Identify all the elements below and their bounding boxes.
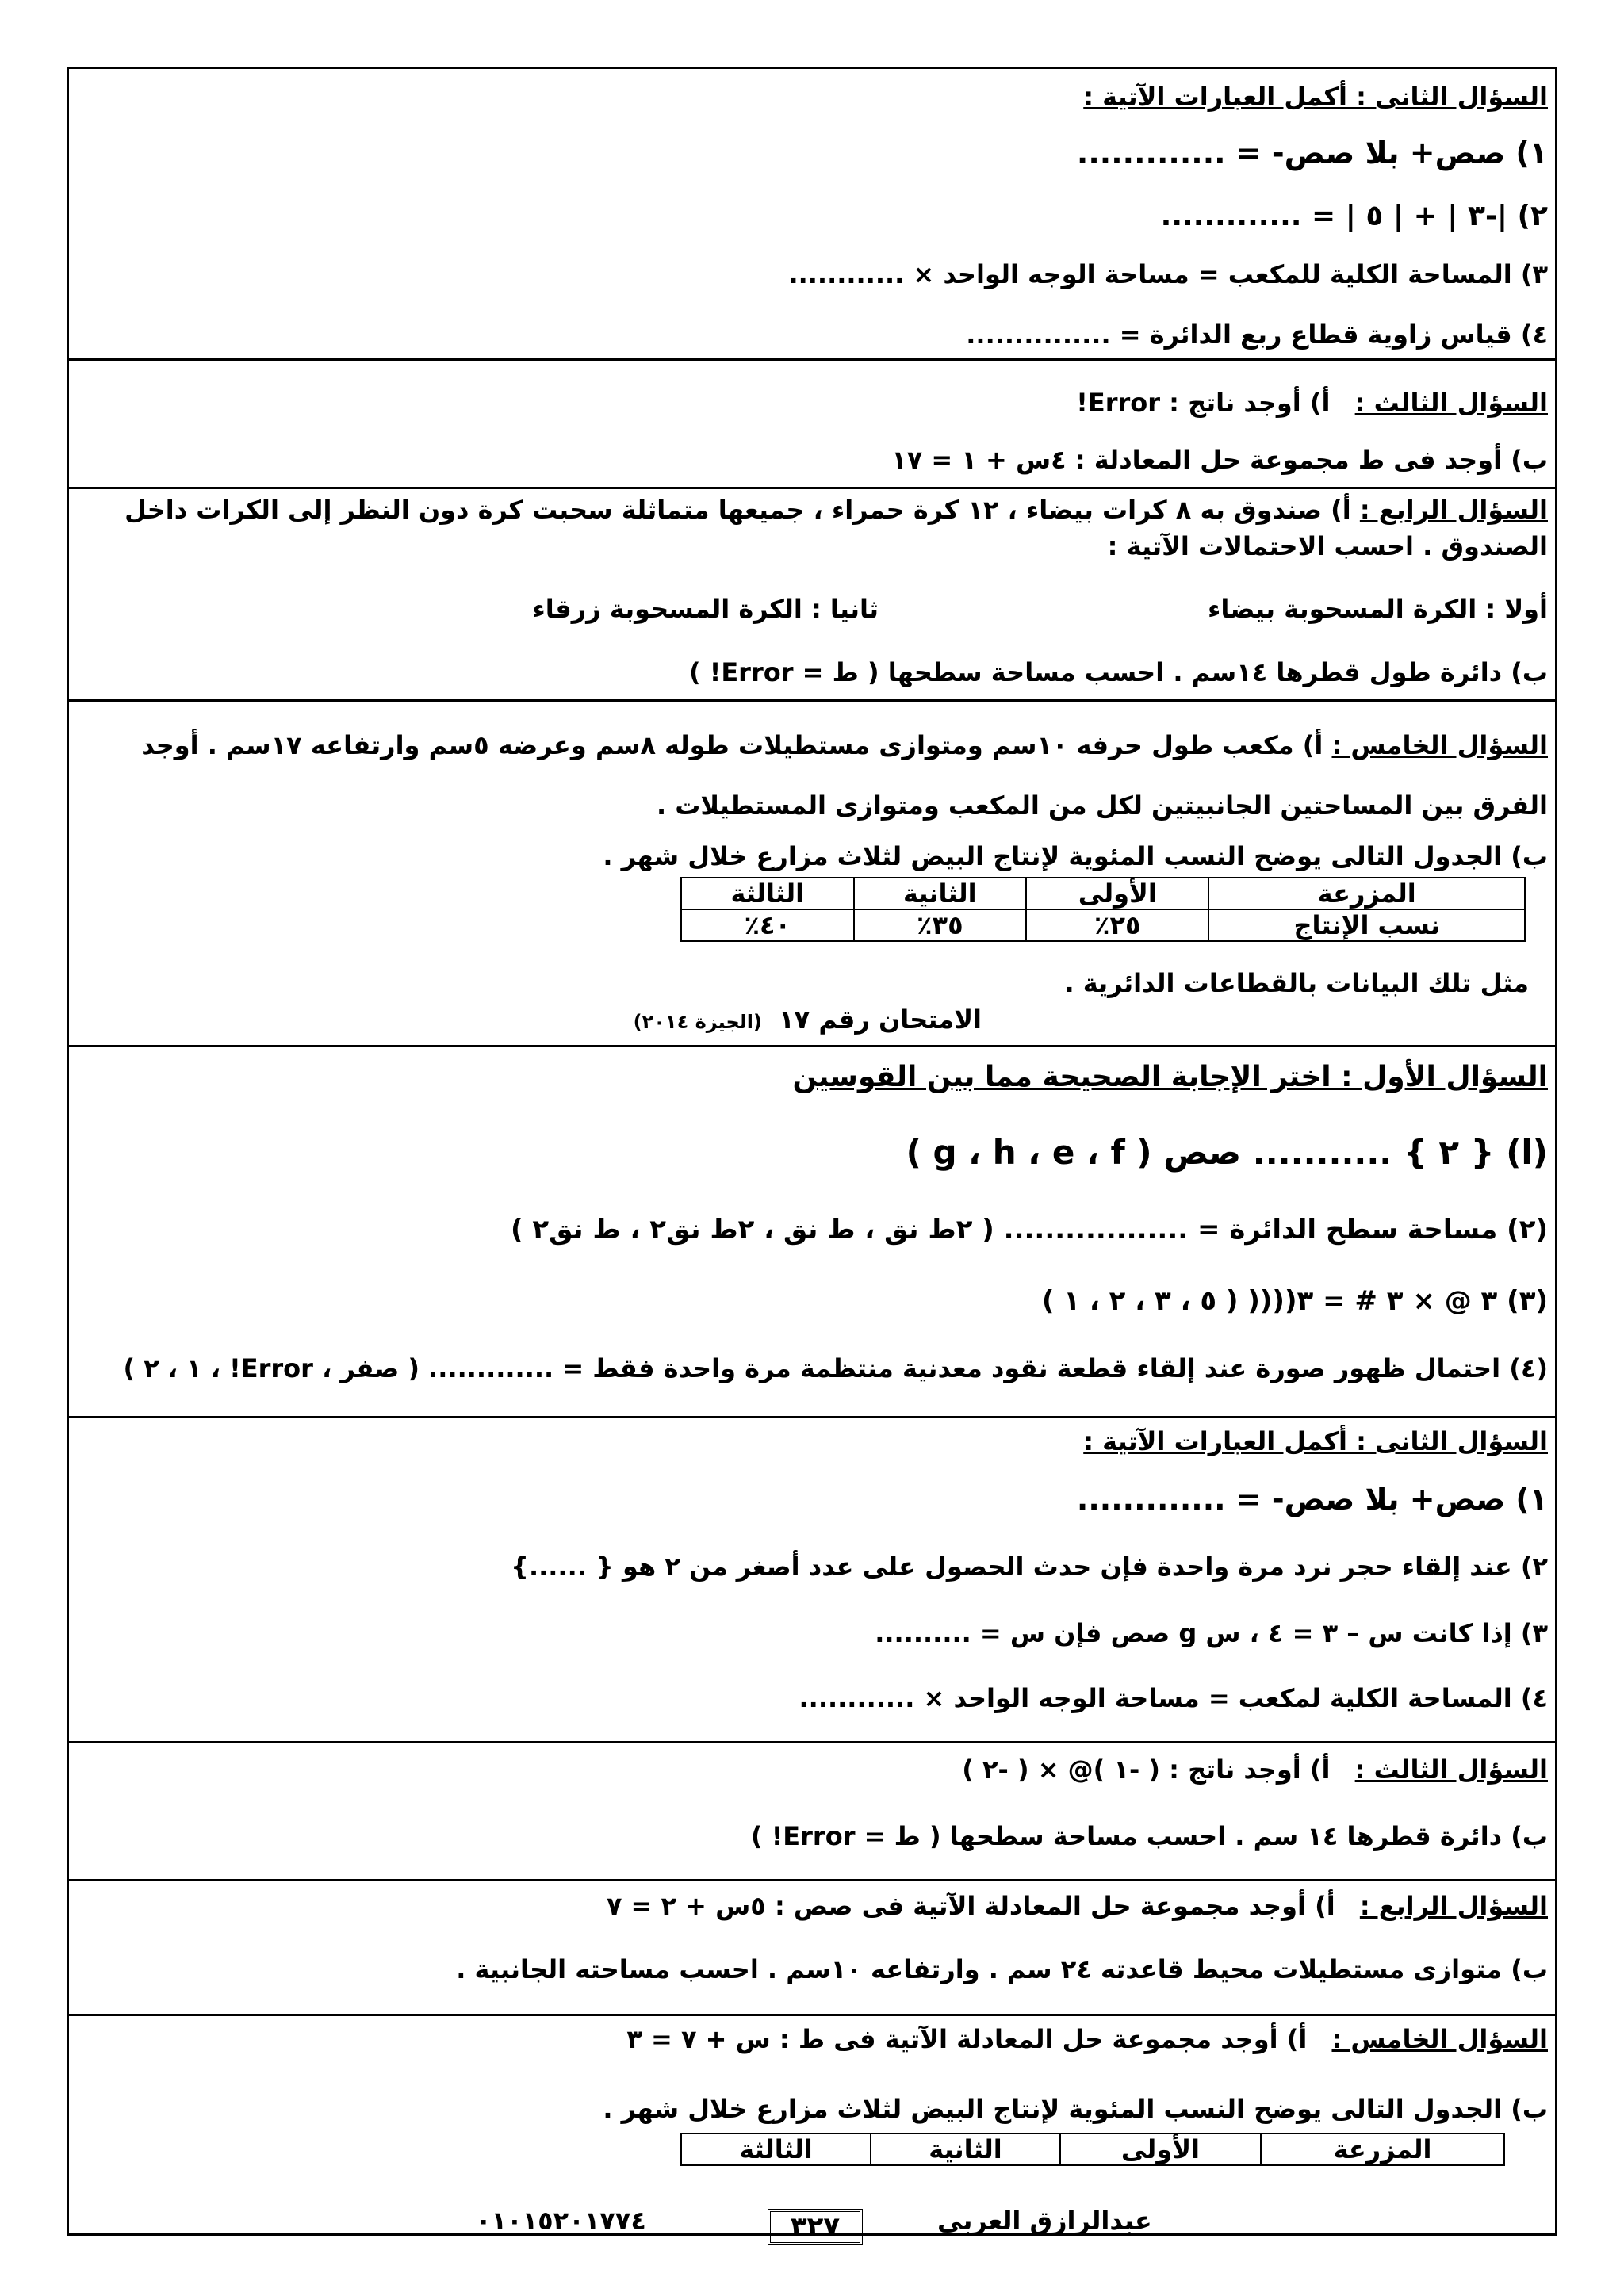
- divider: [68, 2014, 1556, 2016]
- page-number: ٣٢٧: [768, 2209, 863, 2245]
- q5-part-a: أ) مكعب طول حرفه ١٠سم ومتوازى مستطيلات طوله ٨سم وعرضه ٥سم وارتفاعه ١٧سم . أوجد الفرق بين المساحتين الجانبيتين لكل من المكعب ومتوازى المستطيلات .: [141, 730, 1548, 821]
- table-cell: المزرعة: [1208, 878, 1525, 909]
- q3-part-b: ب) أوجد فى ط مجموعة حل المعادلة : ٤س + ١ = ١٧: [891, 445, 1548, 475]
- footer-phone: ٠١٠١٥٢٠١٧٧٤: [476, 2206, 646, 2236]
- b2-q4-block: [607, 1892, 1548, 1921]
- exam-heading: الامتحان رقم ١٧: [779, 1004, 982, 1035]
- q2-title: السؤال الثانى : أكمل العبارات الآتية :: [1083, 82, 1548, 112]
- q2-item-1: ١) صص+ بلا صص- = .............: [1076, 136, 1548, 170]
- table-cell: الثالثة: [681, 878, 854, 909]
- production-table: [680, 877, 1526, 942]
- b2-q4-part-a: أ) أوجد مجموعة حل المعادلة الآتية فى صص : ٥س + ٢ = ٧: [606, 1891, 1335, 1921]
- q2-item-4: ٤) قياس زاوية قطاع ربع الدائرة = ...............: [966, 320, 1548, 350]
- q4-part-a: أ) صندوق به ٨ كرات بيضاء ، ١٢ كرة حمراء ، جميعها متماثلة سحبت كرة دون النظر إلى الكرات داخل الصندوق . احسب الاحتمالات الآتية :: [124, 495, 1548, 561]
- q4-title: السؤال الرابع :: [1359, 495, 1548, 525]
- b2-q3-part-b: ب) دائرة قطرها ١٤ سم . احسب مساحة سطحها ( ط = Error! ): [750, 1821, 1548, 1851]
- q5-part-b: ب) الجدول التالى يوضح النسب المئوية لإنتاج البيض لثلاث مزارع خلال شهر .: [603, 841, 1548, 871]
- b2-q1-title: السؤال الأول : اختر الإجابة الصحيحة مما بين القوسين: [792, 1061, 1548, 1093]
- q2-item-2: ٢) |-٣ | + | ٥ | = .............: [1160, 200, 1548, 232]
- table-cell: الثانية: [871, 2133, 1060, 2165]
- table-cell: الأولى: [1060, 2133, 1261, 2165]
- table-cell: ٤٠٪: [681, 909, 854, 941]
- divider: [68, 1045, 1556, 1047]
- b2-q2-item-4: ٤) المساحة الكلية لمكعب = مساحة الوجه الواحد × ............: [799, 1683, 1548, 1713]
- divider: [68, 1741, 1556, 1743]
- b2-q2-item-3: ٣) إذا كانت س – ٣ = ٤ ، س g صص فإن س = ..........: [875, 1618, 1548, 1648]
- b2-q1-item-2: (٢) مساحة سطح الدائرة = .................. ( ٢ط نق ، ط نق ، ٢ط نق٢ ، ط نق٢ ): [510, 1214, 1548, 1246]
- table-header-row: [681, 878, 1525, 909]
- table-cell: الثالثة: [681, 2133, 871, 2165]
- table-row: [681, 909, 1525, 941]
- table-cell: المزرعة: [1261, 2133, 1504, 2165]
- table-cell: الأولى: [1026, 878, 1208, 909]
- divider: [68, 1879, 1556, 1881]
- exam-heading-line: [634, 1005, 982, 1035]
- q2-item-3: ٣) المساحة الكلية للمكعب = مساحة الوجه الواحد × ............: [788, 259, 1548, 289]
- q3-title: السؤال الثالث :: [1354, 388, 1548, 418]
- divider: [68, 1416, 1556, 1418]
- b2-q2-item-1: ١) صص+ بلا صص- = .............: [1076, 1482, 1548, 1517]
- b2-q1-item-3: (٣) ٣ @ × ٣ # = ٣(((( ( ٥ ، ٣ ، ٢ ، ١ ): [1041, 1285, 1548, 1317]
- b2-q4-title: السؤال الرابع :: [1359, 1891, 1548, 1921]
- b2-q3-title: السؤال الثالث :: [1354, 1755, 1548, 1785]
- table-cell: نسب الإنتاج: [1208, 909, 1525, 941]
- b2-q5-title: السؤال الخامس :: [1331, 2024, 1548, 2054]
- b2-q5-part-b: ب) الجدول التالى يوضح النسب المئوية لإنتاج البيض لثلاث مزارع خلال شهر .: [603, 2094, 1548, 2124]
- b2-q2-item-2: ٢) عند إلقاء حجر نرد مرة واحدة فإن حدث الحصول على عدد أصغر من ٢ هو { ......}: [511, 1552, 1548, 1582]
- divider: [68, 487, 1556, 489]
- b2-q4-part-b: ب) متوازى مستطيلات محيط قاعدته ٢٤ سم . وارتفاعه ١٠سم . احسب مساحته الجانبية .: [456, 1954, 1548, 1984]
- b2-production-table: [680, 2133, 1505, 2166]
- q4-first: أولا : الكرة المسحوبة بيضاء: [1208, 594, 1548, 624]
- b2-q2-title: السؤال الثانى : أكمل العبارات الآتية :: [1083, 1426, 1548, 1456]
- divider: [68, 358, 1556, 361]
- q3-part-a: أ) أوجد ناتج : Error!: [1076, 388, 1331, 418]
- q3-block: [1076, 388, 1548, 418]
- q4-part-b: ب) دائرة طول قطرها ١٤سم . احسب مساحة سطحها ( ط = Error! ): [688, 657, 1548, 687]
- b2-q1-item-4: (٤) احتمال ظهور صورة عند إلقاء قطعة نقود معدنية منتظمة مرة واحدة فقط = ............. ( صفر ، Error! ، ١ ، ٢ ): [123, 1353, 1548, 1383]
- table-cell: الثانية: [854, 878, 1027, 909]
- q5-title: السؤال الخامس :: [1331, 730, 1548, 760]
- q4-block: [76, 492, 1548, 564]
- q5-note: مثل تلك البيانات بالقطاعات الدائرية .: [1064, 968, 1529, 998]
- q5-block: [76, 715, 1548, 836]
- table-header-row: [681, 2133, 1504, 2165]
- footer-author: عبدالرازق العربى: [937, 2206, 1152, 2236]
- table-cell: ٣٥٪: [854, 909, 1027, 941]
- q4-second: ثانيا : الكرة المسحوبة زرقاء: [532, 594, 879, 624]
- table-cell: ٢٥٪: [1026, 909, 1208, 941]
- b2-q1-item-1: (ا) { ٢ } ........... صص ( g ، h ، e ، f ): [906, 1133, 1548, 1172]
- divider: [68, 699, 1556, 702]
- b2-q3-part-a: أ) أوجد ناتج : ( -١ )@ × ( -٢ ): [962, 1755, 1331, 1785]
- exam-source: (الجيزة ٢٠١٤): [633, 1011, 762, 1033]
- b2-q3-block: [962, 1755, 1548, 1785]
- b2-q5-part-a: أ) أوجد مجموعة حل المعادلة الآتية فى ط : س + ٧ = ٣: [626, 2024, 1308, 2054]
- b2-q5-block: [626, 2025, 1548, 2054]
